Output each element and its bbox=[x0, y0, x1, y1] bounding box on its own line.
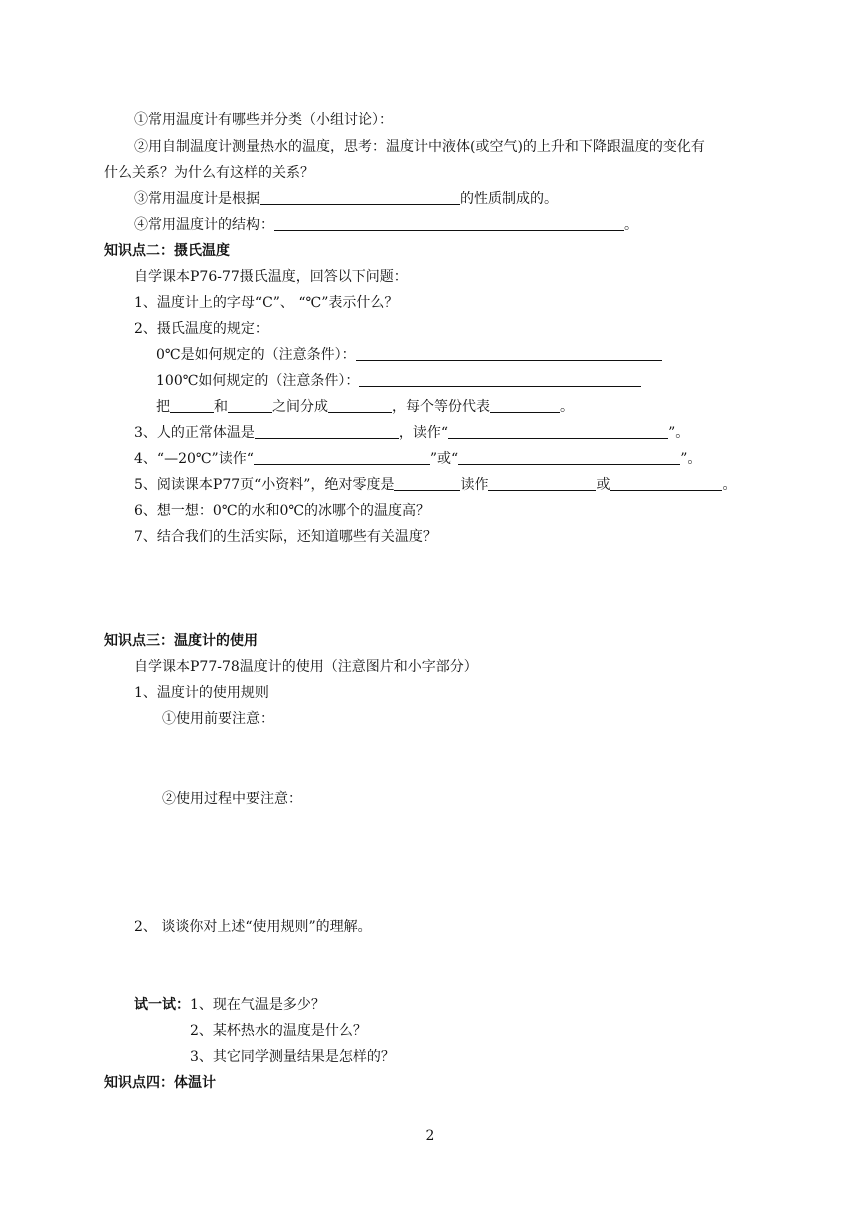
answer-blank[interactable] bbox=[448, 424, 668, 439]
item-5-or: 或 bbox=[596, 477, 611, 493]
item-4-prefix: 4、“—20℃”读作“ bbox=[134, 451, 254, 467]
answer-blank[interactable] bbox=[170, 398, 214, 413]
during-use-prompt: ②使用过程中要注意： bbox=[162, 791, 302, 807]
try-it-item-3: 3、其它同学测量结果是怎样的？ bbox=[190, 1049, 395, 1065]
division-text-5: 。 bbox=[560, 399, 574, 415]
item-3-middle: ，读作“ bbox=[398, 425, 449, 441]
answer-blank[interactable] bbox=[490, 398, 560, 413]
zero-degree-prompt: 0℃是如何规定的（注意条件）： bbox=[156, 347, 356, 363]
answer-blank[interactable] bbox=[328, 398, 392, 413]
discussion-prompt: 2、 谈谈你对上述“使用规则”的理解。 bbox=[134, 919, 372, 935]
item-1-text: 1、温度计上的字母“C”、 “℃”表示什么？ bbox=[134, 295, 399, 311]
answer-blank[interactable] bbox=[458, 450, 680, 465]
page-number: 2 bbox=[425, 1128, 435, 1144]
question-4-line bbox=[134, 215, 638, 235]
section-heading-2: 知识点二：摄氏温度 bbox=[104, 243, 230, 259]
try-it-item-2: 2、某杯热水的温度是什么？ bbox=[190, 1023, 367, 1039]
question-3-line bbox=[134, 189, 558, 209]
item-4-line bbox=[134, 449, 701, 469]
before-use-prompt: ①使用前要注意： bbox=[162, 711, 274, 727]
answer-blank[interactable] bbox=[610, 476, 722, 491]
item-4-middle: ”或“ bbox=[429, 451, 459, 467]
question-4-prefix: ④常用温度计的结构： bbox=[134, 217, 274, 233]
question-1-text: ①常用温度计有哪些并分类（小组讨论）： bbox=[134, 112, 393, 128]
item-5-read-as: 读作 bbox=[460, 477, 489, 493]
instruction-text: 自学课本P76-77摄氏温度，回答以下问题： bbox=[134, 269, 408, 285]
item-3-suffix: ”。 bbox=[668, 425, 690, 441]
item-2-text: 2、摄氏温度的规定： bbox=[134, 321, 269, 337]
answer-blank[interactable] bbox=[394, 476, 460, 491]
item-3-line bbox=[134, 423, 689, 443]
item-3-prefix: 3、人的正常体温是 bbox=[134, 425, 255, 441]
instruction-text: 自学课本P77-78温度计的使用（注意图片和小字部分） bbox=[134, 659, 478, 675]
division-line bbox=[156, 397, 574, 417]
division-text-2: 和 bbox=[214, 399, 228, 415]
hundred-degree-prompt: 100℃如何规定的（注意条件）： bbox=[156, 373, 360, 389]
answer-blank[interactable] bbox=[260, 190, 460, 205]
answer-blank[interactable] bbox=[356, 346, 662, 361]
item-5-prefix: 5、阅读课本P77页“小资料”，绝对零度是 bbox=[134, 477, 395, 493]
question-2-text: ②用自制温度计测量热水的温度，思考：温度计中液体(或空气)的上升和下降跟温度的变化有 bbox=[134, 139, 705, 155]
item-6-text: 6、想一想：0℃的水和0℃的冰哪个的温度高？ bbox=[134, 503, 431, 519]
question-3-prefix: ③常用温度计是根据 bbox=[134, 191, 260, 207]
answer-blank[interactable] bbox=[255, 424, 399, 439]
item-5-suffix: 。 bbox=[722, 477, 737, 493]
section-heading-4: 知识点四：体温计 bbox=[104, 1075, 216, 1091]
zero-degree-line bbox=[156, 345, 662, 365]
answer-blank[interactable] bbox=[228, 398, 272, 413]
answer-blank[interactable] bbox=[488, 476, 596, 491]
try-it-item-1: 1、现在气温是多少？ bbox=[190, 997, 325, 1013]
item-5-line bbox=[134, 475, 736, 495]
try-it-label: 试一试： bbox=[134, 997, 190, 1013]
try-it-line bbox=[134, 995, 325, 1015]
hundred-degree-line bbox=[156, 371, 641, 391]
division-text-3: 之间分成 bbox=[272, 399, 328, 415]
answer-blank[interactable] bbox=[274, 216, 624, 231]
division-text-4: ，每个等份代表 bbox=[392, 399, 490, 415]
section-heading-3: 知识点三：温度计的使用 bbox=[104, 633, 258, 649]
division-text-1: 把 bbox=[156, 399, 170, 415]
answer-blank[interactable] bbox=[254, 450, 430, 465]
rules-heading: 1、温度计的使用规则 bbox=[134, 685, 269, 701]
item-7-text: 7、结合我们的生活实际，还知道哪些有关温度？ bbox=[134, 529, 437, 545]
question-4-suffix: 。 bbox=[624, 217, 638, 233]
question-2-continued: 什么关系？为什么有这样的关系？ bbox=[104, 165, 314, 181]
item-4-suffix: ”。 bbox=[680, 451, 702, 467]
answer-blank[interactable] bbox=[359, 372, 641, 387]
question-3-suffix: 的性质制成的。 bbox=[460, 191, 558, 207]
